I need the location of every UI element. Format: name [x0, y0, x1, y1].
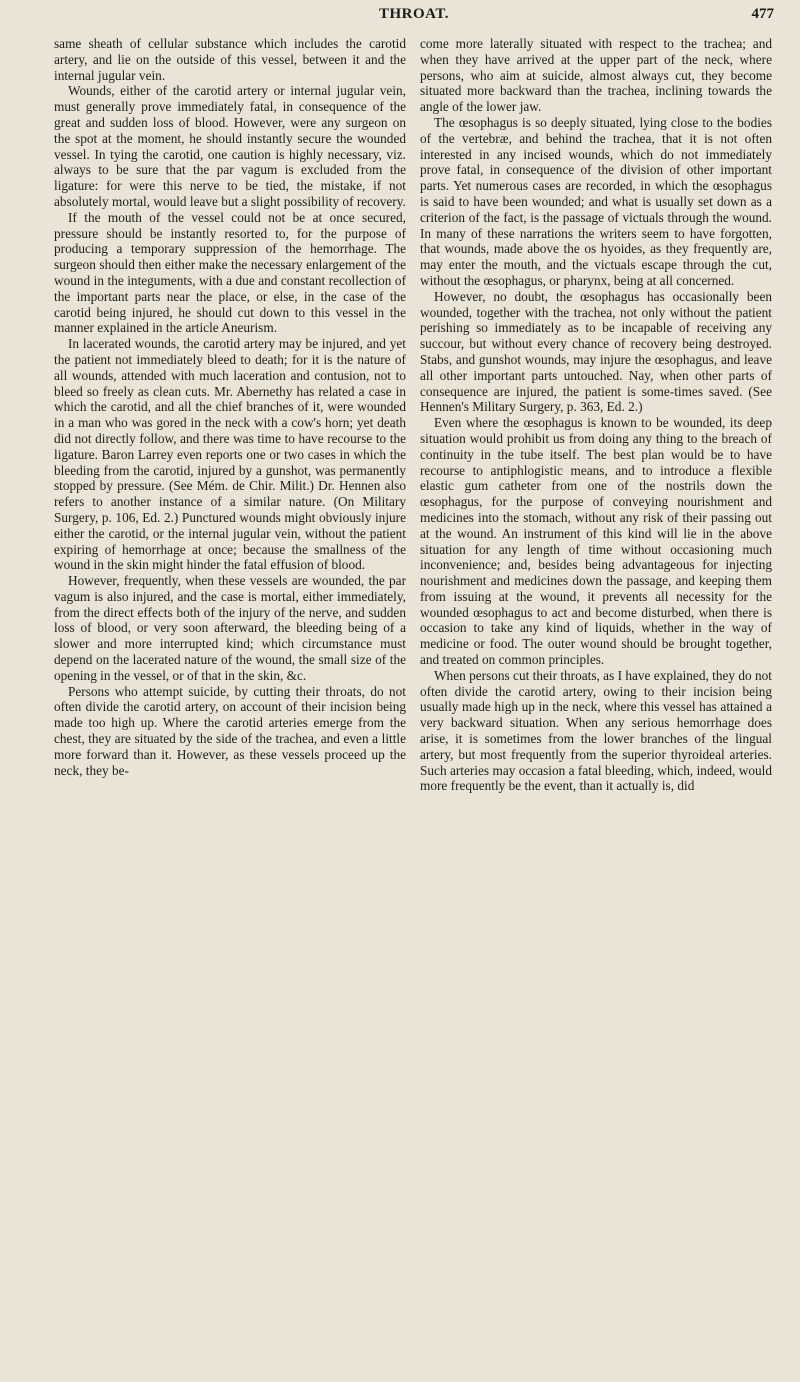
- paragraph: However, frequently, when these vessels are wounded, the par vagum is also injured, and the case is mortal, either immediately, from the direct effects both of the injury of the nerve, and sudden loss of blood, or very soon afterward, the bleeding being of a slower and more interrupted kind; which circumstance must depend on the lacerated nature of the wound, the small size of the opening in the vessel, or of that in the skin, &c.: [54, 573, 406, 683]
- paragraph: Persons who attempt suicide, by cutting their throats, do not often divide the carotid artery, on account of their incision being made too high up. Where the carotid arteries emerge from the chest, they are situated by the side of the trachea, and even a little more forward than it. However, as these vessels proceed up the neck, they be-: [54, 683, 406, 778]
- paragraph: come more laterally situated with respect to the trachea; and when they have arrived at the upper part of the neck, where persons, who aim at suicide, almost always cut, they become situated more backward than the trachea, inclining towards the angle of the lower jaw.: [420, 36, 772, 115]
- paragraph: However, no doubt, the œsophagus has occasionally been wounded, together with the trachea, not only without the patient perishing so immediately as to be incapable of receiving any succour, but without every chance of recovery being destroyed. Stabs, and gunshot wounds, may injure the œsophagus, and leave all other important parts untouched. Nay, when other parts of consequence are injured, the patient is some-times saved. (See Hennen's Military Surgery, p. 363, Ed. 2.): [420, 288, 772, 415]
- paragraph: Wounds, either of the carotid artery or internal jugular vein, must generally prove immediately fatal, in consequence of the great and sudden loss of blood. However, were any surgeon on the spot at the moment, he should instantly secure the wounded vessel. In tying the carotid, one caution is highly necessary, viz. always to be sure that the par vagum is excluded from the ligature: for were this nerve to be tied, the mistake, if not absolutely mortal, would leave but a slight possibility of recovery.: [54, 83, 406, 209]
- paragraph: If the mouth of the vessel could not be at once secured, pressure should be instantly resorted to, for the purpose of producing a temporary suppression of the hemorrhage. The surgeon should then either make the necessary enlargement of the wound in the integuments, with a due and constant recollection of the important parts near the place, or else, in the case of the carotid being injured, he should cut down to this vessel in the manner explained in the article Aneurism.: [54, 209, 406, 336]
- paragraph: The œsophagus is so deeply situated, lying close to the bodies of the vertebræ, and behind the trachea, that it is not often interested in any incised wounds, which do not immediately prove fatal, in consequence of the division of other important parts. Yet numerous cases are recorded, in which the œsophagus is said to have been wounded; and what is usually set down as a criterion of the fact, is the passage of victuals through the wound. In many of these narrations the writers seem to have forgotten, that wounds, made above the os hyoides, as they frequently are, may enter the mouth, and the victuals escape through the cut, without the œsophagus, or pharynx, being at all concerned.: [420, 114, 772, 288]
- running-title: THROAT.: [378, 6, 450, 22]
- page-number: 477: [751, 6, 774, 22]
- paragraph: same sheath of cellular substance which includes the carotid artery, and lie on the outside of this vessel, between it and the internal jugular vein.: [54, 36, 406, 83]
- left-column: [54, 36, 406, 794]
- text-columns: [54, 36, 774, 794]
- paragraph: When persons cut their throats, as I have explained, they do not often divide the carotid artery, owing to their incision being usually made high up in the neck, where this vessel has attained a very backward situation. When any serious hemorrhage does arise, it is sometimes from the lower branches of the lingual artery, but most frequently from the superior thyroideal arteries. Such arteries may occasion a fatal bleeding, which, indeed, would more frequently be the event, than it actually is, did: [420, 667, 772, 794]
- paragraph: Even where the œsophagus is known to be wounded, its deep situation would prohibit us from doing any thing to the breach of continuity in the tube itself. The best plan would be to have recourse to antiphlogistic means, and to introduce a flexible elastic gum catheter from one of the nostrils down the œsophagus, for the purpose of conveying nourishment and medicines into the stomach, without any risk of their passing out at the wound. An instrument of this kind will lie in the above situation for any length of time without occasioning much inconvenience; and, besides being advantageous for injecting nourishment and medicines down the passage, and keeping them from issuing at the wound, it prevents all necessity for the wounded œsophagus to act and become disturbed, when there is occasion to take any kind of liquids, whether in the way of medicine or food. The outer wound should be brought together, and treated on common principles.: [420, 415, 772, 668]
- running-header: [54, 6, 774, 34]
- right-column: [420, 36, 772, 794]
- paragraph: In lacerated wounds, the carotid artery may be injured, and yet the patient not immediately bleed to death; for it is the nature of all wounds, attended with much laceration and contusion, not to bleed so freely as clean cuts. Mr. Abernethy has related a case in which the carotid, and all the chief branches of it, were wounded in a man who was gored in the neck with a cow's horn; yet death did not directly follow, and there was time to have recourse to the ligature. Baron Larrey even reports one or two cases in which the bleeding from the carotid, injured by a gunshot, was permanently stopped by pressure. (See Mém. de Chir. Milit.) Dr. Hennen also refers to another instance of a similar nature. (On Military Surgery, p. 106, Ed. 2.) Punctured wounds might obviously injure either the carotid, or the internal jugular vein, without the patient expiring of hemorrhage at once; because the smallness of the wound in the skin might hinder the fatal effusion of blood.: [54, 336, 406, 573]
